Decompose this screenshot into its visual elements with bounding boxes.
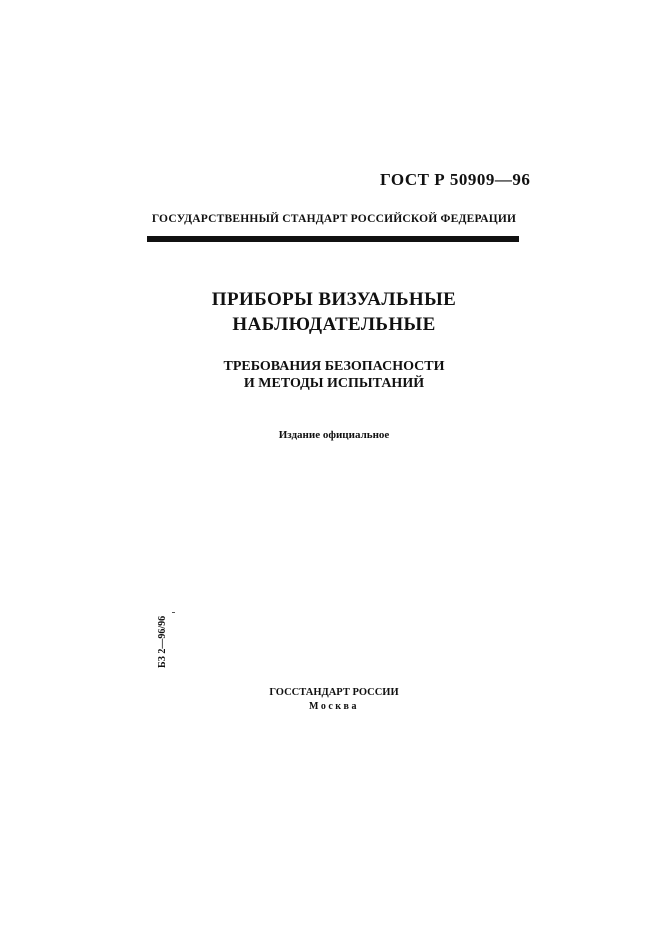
edition-label: Издание официальное: [278, 429, 390, 441]
state-standard-heading: ГОСУДАРСТВЕННЫЙ СТАНДАРТ РОССИЙСКОЙ ФЕДЕРАЦИИ: [151, 213, 517, 225]
publication-city: Москва: [309, 701, 359, 712]
publisher: ГОССТАНДАРТ РОССИИ: [269, 687, 399, 698]
document-title: [100, 287, 568, 337]
subtitle-line-1: ТРЕБОВАНИЯ БЕЗОПАСНОСТИ: [223, 359, 445, 374]
heading-divider: [147, 236, 519, 242]
title-line-1: ПРИБОРЫ ВИЗУАЛЬНЫЕ: [211, 289, 457, 310]
document-subtitle: [100, 358, 568, 392]
title-line-2: НАБЛЮДАТЕЛЬНЫЕ: [232, 314, 436, 335]
side-code: БЗ 2—96/96: [157, 615, 168, 668]
margin-mark: [172, 612, 175, 613]
gost-number: ГОСТ Р 50909—96: [380, 170, 531, 189]
subtitle-line-2: И МЕТОДЫ ИСПЫТАНИЙ: [243, 376, 425, 391]
